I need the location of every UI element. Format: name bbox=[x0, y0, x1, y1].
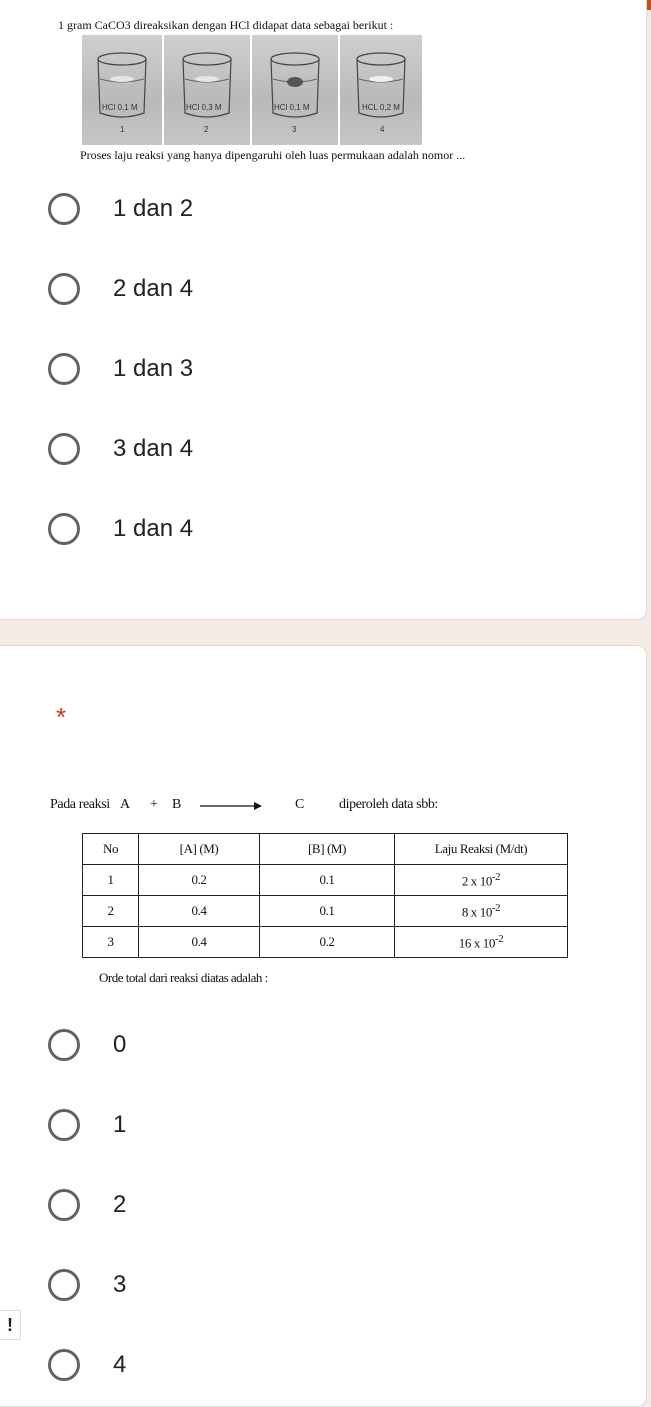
alert-flag-icon[interactable]: ! bbox=[0, 1310, 21, 1340]
radio-circle-icon[interactable] bbox=[48, 433, 80, 465]
reactant-b: B bbox=[172, 797, 181, 812]
table-cell: 3 bbox=[83, 927, 139, 958]
beaker-3-label: HCl 0,1 M bbox=[274, 103, 310, 112]
table-header: Laju Reaksi (M/dt) bbox=[395, 834, 568, 865]
beaker-2-label: HCl 0,3 M bbox=[186, 103, 222, 112]
table-cell: 2 bbox=[83, 896, 139, 927]
radio-circle-icon[interactable] bbox=[48, 1109, 80, 1141]
table-header: [A] (M) bbox=[139, 834, 260, 865]
question-1-prompt: Proses laju reaksi yang hanya dipengaruhi oleh luas permukaan adalah nomor ... bbox=[80, 148, 466, 162]
q1-option-2-label: 2 dan 4 bbox=[113, 275, 194, 302]
table-header: No bbox=[83, 834, 139, 865]
rate-coefficient: 2 x 10 bbox=[461, 873, 492, 889]
rate-exponent: -2 bbox=[494, 932, 504, 945]
reaction-arrow-icon bbox=[200, 801, 262, 811]
q1-option-3-label: 1 dan 3 bbox=[113, 355, 194, 382]
radio-circle-icon[interactable] bbox=[48, 193, 80, 225]
q2-option-4-label: 4 bbox=[113, 1351, 127, 1378]
beaker-4 bbox=[340, 35, 422, 145]
question-2-prompt: Orde total dari reaksi diatas adalah : bbox=[99, 970, 268, 985]
table-cell: 0.2 bbox=[139, 865, 260, 896]
question-1-image bbox=[52, 10, 612, 170]
q2-option-3-label: 3 bbox=[113, 1271, 127, 1298]
beaker-1 bbox=[82, 35, 162, 145]
required-asterisk: * bbox=[56, 702, 67, 732]
radio-circle-icon[interactable] bbox=[48, 1189, 80, 1221]
table-cell: 1 bbox=[83, 865, 139, 896]
reaction-suffix: diperoleh data sbb: bbox=[339, 797, 438, 812]
table-cell bbox=[395, 865, 568, 896]
q1-option-5-label: 1 dan 4 bbox=[113, 515, 194, 542]
table-cell: 0.1 bbox=[260, 896, 395, 927]
table-cell: 0.2 bbox=[260, 927, 395, 958]
table-cell bbox=[395, 896, 568, 927]
plus-sign: + bbox=[150, 797, 158, 812]
table-header-row bbox=[83, 834, 568, 865]
rate-coefficient: 16 x 10 bbox=[458, 935, 495, 951]
radio-circle-icon[interactable] bbox=[48, 1349, 80, 1381]
product-c: C bbox=[295, 797, 304, 812]
rate-coefficient: 8 x 10 bbox=[461, 904, 492, 920]
q1-option-1-label: 1 dan 2 bbox=[113, 195, 194, 222]
q2-option-0-label: 0 bbox=[113, 1031, 127, 1058]
radio-circle-icon[interactable] bbox=[48, 513, 80, 545]
radio-circle-icon[interactable] bbox=[48, 273, 80, 305]
question-1-title: 1 gram CaCO3 direaksikan dengan HCl didapat data sebagai berikut : bbox=[58, 18, 394, 32]
rate-exponent: -2 bbox=[491, 870, 501, 883]
table-row bbox=[83, 927, 568, 958]
beaker-4-label: HCL 0,2 M bbox=[362, 103, 400, 112]
q2-option-2-label: 2 bbox=[113, 1191, 127, 1218]
radio-circle-icon[interactable] bbox=[48, 1269, 80, 1301]
radio-circle-icon[interactable] bbox=[48, 353, 80, 385]
table-cell: 0.1 bbox=[260, 865, 395, 896]
table-row bbox=[83, 896, 568, 927]
beaker-2 bbox=[164, 35, 250, 145]
table-cell: 0.4 bbox=[139, 896, 260, 927]
rate-exponent: -2 bbox=[491, 901, 501, 914]
table-cell: 0.4 bbox=[139, 927, 260, 958]
q1-option-4-label: 3 dan 4 bbox=[113, 435, 194, 462]
radio-circle-icon[interactable] bbox=[48, 1029, 80, 1061]
question-card-2 bbox=[0, 645, 647, 1407]
table-row bbox=[83, 865, 568, 896]
beaker-1-label: HCl 0,1 M bbox=[102, 103, 138, 112]
beaker-4-number: 4 bbox=[380, 125, 385, 134]
beaker-3-number: 3 bbox=[292, 125, 297, 134]
beaker-1-number: 1 bbox=[120, 125, 125, 134]
table-cell bbox=[395, 927, 568, 958]
beaker-3 bbox=[252, 35, 338, 145]
q2-option-1-label: 1 bbox=[113, 1111, 127, 1138]
reaction-equation bbox=[50, 795, 570, 819]
beaker-2-number: 2 bbox=[204, 125, 209, 134]
rate-data-table bbox=[82, 833, 568, 958]
reaction-prefix: Pada reaksi bbox=[50, 797, 110, 812]
reactant-a: A bbox=[120, 797, 130, 812]
table-header: [B] (M) bbox=[260, 834, 395, 865]
